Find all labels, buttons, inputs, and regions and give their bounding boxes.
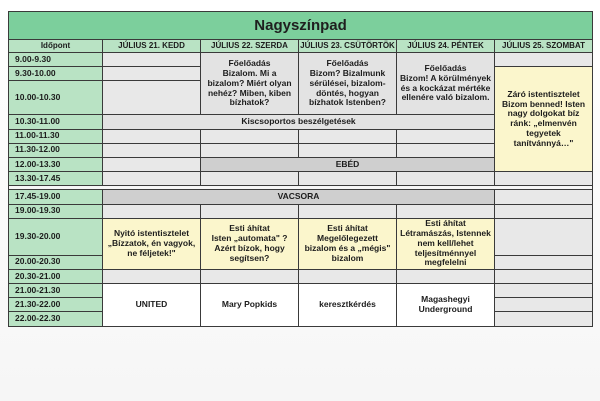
- empty-cell: [299, 129, 397, 143]
- header-day-fri: JÚLIUS 24. PÉNTEK: [397, 40, 495, 53]
- event-sat-closing: Záró istentisztelet Bizom benned! Isten nagy dolgokat bíz ránk: „elmenvén tegyetek tanítvánnyá…": [495, 67, 593, 172]
- time-cell: 17.45-19.00: [9, 190, 103, 204]
- empty-cell: [201, 269, 299, 283]
- table-row: [9, 204, 593, 218]
- empty-cell: [103, 172, 201, 186]
- empty-cell: [201, 129, 299, 143]
- empty-cell: [103, 143, 201, 157]
- event-fri-lecture: Főelőadás Bizom! A körülmények és a kockázat mértéke ellenére való bizalom.: [397, 53, 495, 115]
- time-cell: 20.00-20.30: [9, 255, 103, 269]
- empty-cell: [397, 143, 495, 157]
- empty-cell: [103, 67, 201, 81]
- event-dinner: VACSORA: [103, 190, 495, 204]
- table-row: [9, 269, 593, 283]
- empty-cell: [103, 157, 201, 171]
- event-wed-evening: Esti áhítat Isten „automata" ? Azért bízok, hogy segítsen?: [201, 218, 299, 269]
- empty-cell: [103, 81, 201, 115]
- header-day-sat: JÚLIUS 25. SZOMBAT: [495, 40, 593, 53]
- empty-cell: [397, 172, 495, 186]
- time-cell: 21.00-21.30: [9, 284, 103, 298]
- time-cell: 11.00-11.30: [9, 129, 103, 143]
- event-wed-lecture: Főelőadás Bizalom. Mi a bizalom? Miért olyan nehéz? Miben, kiben bízhatok?: [201, 53, 299, 115]
- empty-cell: [397, 129, 495, 143]
- empty-cell: [495, 204, 593, 218]
- event-fri-concert: Magashegyi Underground: [397, 284, 495, 327]
- table-row: [9, 172, 593, 186]
- time-cell: 9.00-9.30: [9, 53, 103, 67]
- time-cell: 21.30-22.00: [9, 298, 103, 312]
- empty-cell: [495, 269, 593, 283]
- event-thu-evening: Esti áhítat Megelőlegezett bizalom és a „mégis" bizalom: [299, 218, 397, 269]
- empty-cell: [201, 204, 299, 218]
- header-row: [9, 40, 593, 53]
- empty-cell: [103, 269, 201, 283]
- empty-cell: [495, 172, 593, 186]
- empty-cell: [201, 172, 299, 186]
- time-cell: 10.30-11.00: [9, 115, 103, 129]
- empty-cell: [201, 143, 299, 157]
- header-day-tue: JÚLIUS 21. KEDD: [103, 40, 201, 53]
- time-cell: 9.30-10.00: [9, 67, 103, 81]
- empty-cell: [103, 129, 201, 143]
- empty-cell: [495, 53, 593, 67]
- empty-cell: [299, 143, 397, 157]
- event-fri-evening: Esti áhítat Létramászás, Istennek nem kell/lehet teljesítménnyel megfelelni: [397, 218, 495, 269]
- event-thu-lecture: Főelőadás Bizom? Bizalmunk sérülései, bizalom-döntés, hogyan bízhatok Istenben?: [299, 53, 397, 115]
- time-cell: 20.30-21.00: [9, 269, 103, 283]
- table-row: [9, 218, 593, 255]
- time-cell: 19.30-20.00: [9, 218, 103, 255]
- table-row: [9, 284, 593, 298]
- header-day-wed: JÚLIUS 22. SZERDA: [201, 40, 299, 53]
- table-row: [9, 53, 593, 67]
- empty-cell: [299, 172, 397, 186]
- event-small-groups: Kiscsoportos beszélgetések: [103, 115, 495, 129]
- empty-cell: [495, 284, 593, 298]
- time-cell: 12.00-13.30: [9, 157, 103, 171]
- empty-cell: [495, 298, 593, 312]
- empty-cell: [397, 204, 495, 218]
- time-cell: 13.30-17.45: [9, 172, 103, 186]
- empty-cell: [103, 204, 201, 218]
- time-cell: 19.00-19.30: [9, 204, 103, 218]
- empty-cell: [299, 269, 397, 283]
- table-row: [9, 190, 593, 204]
- event-lunch: EBÉD: [201, 157, 495, 171]
- time-cell: 11.30-12.00: [9, 143, 103, 157]
- event-tue-concert: UNITED: [103, 284, 201, 327]
- header-day-thu: JÚLIUS 23. CSÜTÖRTÖK: [299, 40, 397, 53]
- time-cell: 10.00-10.30: [9, 81, 103, 115]
- event-thu-concert: keresztkérdés: [299, 284, 397, 327]
- empty-cell: [495, 218, 593, 255]
- empty-cell: [495, 255, 593, 269]
- empty-cell: [495, 312, 593, 326]
- empty-cell: [495, 190, 593, 204]
- event-wed-concert: Mary Popkids: [201, 284, 299, 327]
- event-tue-opening: Nyitó istentisztelet „Bízzatok, én vagyok, ne féljetek!": [103, 218, 201, 269]
- page-title: Nagyszínpad: [9, 12, 593, 40]
- header-time: Időpont: [9, 40, 103, 53]
- empty-cell: [103, 53, 201, 67]
- schedule-table: [8, 11, 593, 327]
- time-cell: 22.00-22.30: [9, 312, 103, 326]
- empty-cell: [299, 204, 397, 218]
- empty-cell: [397, 269, 495, 283]
